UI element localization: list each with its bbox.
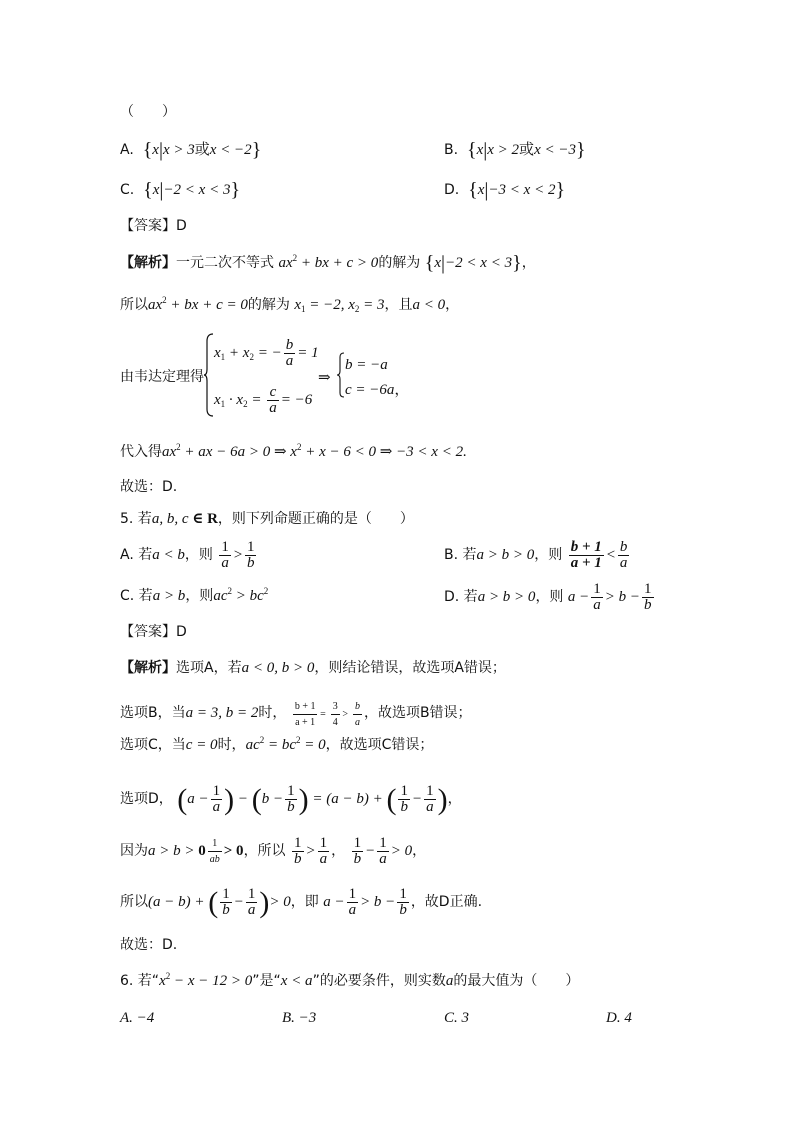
q5-analysis-c: 选项C，当c = 0时，$ac^2 = bc^2 = 0$，故选项C错误； bbox=[120, 735, 434, 753]
q4-conclusion: 故选：D. bbox=[120, 479, 178, 495]
q4-analysis-line2: 所以$ax^2$ + bx + c = 0的解为 $x_1 = -2$, $x_2 = 3$，且a < 0， bbox=[120, 295, 460, 314]
vieta-sum: $x_1 + x_2$ = − $\frac{b}{a}$ = 1 bbox=[214, 337, 319, 369]
q4-option-a: A. {x|x > 3或x < −2} bbox=[120, 139, 262, 161]
q4-vieta-label: 由韦达定理得 bbox=[120, 369, 204, 385]
implies-arrow: ⇒ bbox=[318, 370, 331, 386]
q5-so: 所以(a − b) + ( $\frac{1}{b}$ − $\frac{1}{a}$ )> 0，即 a − $\frac{1}{a}$ > b − $\frac{1}{b}$ ，故D正确. bbox=[120, 885, 483, 919]
q5-because: 因为a > b > 0 $\frac{1}{ab}$ > 0，所以 $\frac{1}{b}$ > $\frac{1}{a}$ ， $\frac{1}{b}$ − $\frac{1}{a}$ > 0， bbox=[120, 835, 427, 867]
q4-analysis-line1: 【解析】一元二次不等式 $ax^2$ + bx + c > 0的解为 {x|−2 < x < 3}， bbox=[120, 252, 536, 274]
left-brace-small bbox=[337, 352, 345, 402]
q6-option-b: B. −3 bbox=[282, 1010, 317, 1026]
q4-option-c: C. {x|−2 < x < 3} bbox=[120, 179, 241, 201]
q5-option-a: A. 若a < b，则 $\frac{1}{a}$ > $\frac{1}{b}$ bbox=[120, 539, 255, 571]
q5-analysis-d: 选项D， (a − $\frac{1}{a}$ ) − (b − $\frac{1}{b}$ ) = (a − b) + ( $\frac{1}{b}$ − $\frac{1}{a}$ )， bbox=[120, 782, 462, 816]
c-equals: c = −6a， bbox=[345, 380, 410, 398]
q4-substitute: 代入得$ax^2$ + ax − 6a > 0 ⇒ $x^2 + x - 6 < 0$ ⇒ −3 < x < 2. bbox=[120, 442, 467, 460]
vieta-product: $x_1 \cdot x_2$ = $\frac{c}{a}$ = −6 bbox=[214, 384, 313, 416]
q6-option-a: A. −4 bbox=[120, 1010, 155, 1026]
q5-conclusion: 故选：D. bbox=[120, 937, 178, 953]
q4-option-b: B. {x|x > 2或x < −3} bbox=[444, 139, 586, 161]
q4-option-d: D. {x|−3 < x < 2} bbox=[444, 179, 566, 201]
q4-answer: 【答案】D bbox=[120, 218, 187, 234]
q5-stem: 5. 若a, b, c ∈ R，则下列命题正确的是（ ） bbox=[120, 511, 414, 527]
q5-option-d: D. 若a > b > 0，则 a − $\frac{1}{a}$ > b − $\frac{1}{b}$ bbox=[444, 581, 652, 613]
q5-option-b: B. 若a > b > 0，则 $\frac{b + 1}{a + 1}$ < $\frac{b}{a}$ bbox=[444, 539, 628, 571]
q6-option-d: D. 4 bbox=[606, 1010, 632, 1026]
q6-option-c: C. 3 bbox=[444, 1010, 470, 1026]
q5-analysis-b: 选项B，当a = 3, b = 2时， $\frac{b + 1}{a + 1}$ = $\frac{3}{4}$ > $\frac{b}{a}$ ，故选项B错误； bbox=[120, 701, 472, 728]
q6-stem: 6. 若“$x^2 - x - 12 > 0$”是“x < a”的必要条件，则实数a的最大值为（ ） bbox=[120, 971, 580, 989]
q5-option-c: C. 若a > b，则$ac^2 > bc^2$ bbox=[120, 586, 269, 604]
q5-answer: 【答案】D bbox=[120, 624, 187, 640]
q4-stem-tail: （ ） bbox=[120, 104, 176, 120]
left-brace-large bbox=[204, 333, 212, 417]
q5-analysis-a: 【解析】选项A，若a < 0, b > 0，则结论错误，故选项A错误； bbox=[120, 660, 506, 676]
b-equals: b = −a bbox=[345, 357, 388, 373]
